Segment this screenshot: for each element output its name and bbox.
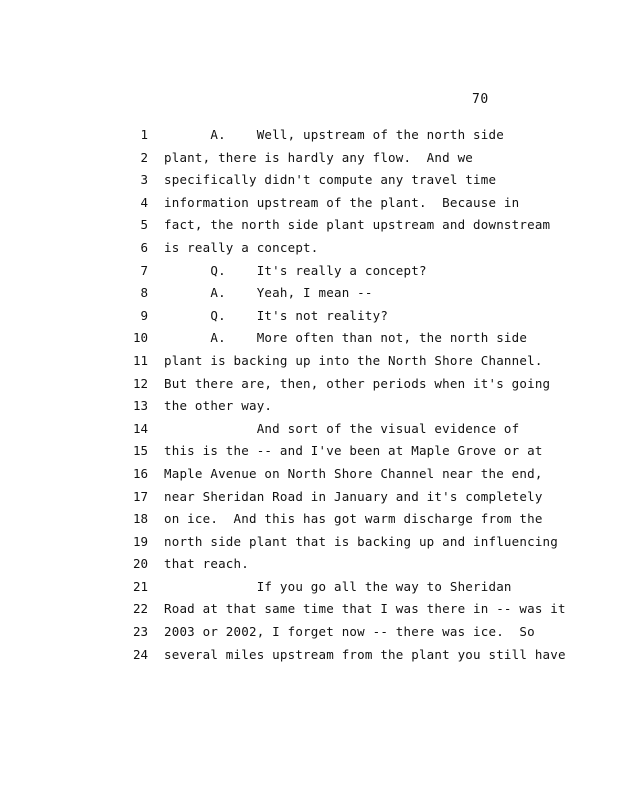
transcript-line-17 <box>0 486 618 509</box>
transcript-line-20 <box>0 553 618 576</box>
line-text: specifically didn't compute any travel time <box>164 172 497 188</box>
transcript-line-21 <box>0 576 618 599</box>
line-text: the other way. <box>164 398 273 414</box>
line-text: And sort of the visual evidence of <box>164 420 520 436</box>
transcript-line-12 <box>0 373 618 396</box>
line-number: 16 <box>132 465 148 481</box>
line-text: A. Well, upstream of the north side <box>164 127 504 142</box>
line-text: A. More often than not, the north side <box>164 330 528 346</box>
line-number: 2 <box>140 149 148 165</box>
line-number: 13 <box>132 398 148 414</box>
transcript-line-3 <box>0 169 618 192</box>
line-text: Q. It's not reality? <box>164 307 389 323</box>
line-number: 22 <box>132 601 148 617</box>
line-text: plant, there is hardly any flow. And we <box>164 149 474 165</box>
line-number: 11 <box>132 352 148 368</box>
line-text: this is the -- and I've been at Maple Grove or at <box>164 443 543 459</box>
line-number: 15 <box>132 443 148 459</box>
line-text: information upstream of the plant. Because in <box>164 194 520 210</box>
line-number: 8 <box>140 285 148 301</box>
transcript-line-16 <box>0 463 618 486</box>
line-number: 23 <box>132 624 148 640</box>
transcript-line-11 <box>0 350 618 373</box>
line-number: 18 <box>132 511 148 527</box>
transcript-line-24 <box>0 644 618 667</box>
line-number: 12 <box>132 375 148 391</box>
transcript-line-5 <box>0 214 618 237</box>
line-text: A. Yeah, I mean -- <box>164 285 373 301</box>
line-number: 20 <box>132 556 148 572</box>
line-number: 3 <box>140 172 148 188</box>
line-number: 7 <box>140 262 148 278</box>
transcript-body <box>0 124 618 666</box>
transcript-line-14 <box>0 418 618 441</box>
line-text: several miles upstream from the plant you still have <box>164 646 566 662</box>
line-text: on ice. And this has got warm discharge from the <box>164 511 543 527</box>
transcript-line-13 <box>0 395 618 418</box>
line-text: that reach. <box>164 556 249 572</box>
transcript-line-22 <box>0 598 618 621</box>
transcript-line-10 <box>0 327 618 350</box>
transcript-line-19 <box>0 531 618 554</box>
line-text: Maple Avenue on North Shore Channel near the end, <box>164 465 543 481</box>
line-number: 19 <box>132 533 148 549</box>
transcript-line-15 <box>0 440 618 463</box>
line-text: 2003 or 2002, I forget now -- there was ice. So <box>164 624 535 640</box>
line-text: near Sheridan Road in January and it's completely <box>164 488 543 504</box>
line-number: 21 <box>132 578 148 594</box>
transcript-line-18 <box>0 508 618 531</box>
line-number: 1 <box>140 127 148 142</box>
line-number: 10 <box>132 330 148 346</box>
transcript-line-7 <box>0 260 618 283</box>
line-text: fact, the north side plant upstream and downstream <box>164 217 551 233</box>
transcript-line-23 <box>0 621 618 644</box>
line-number: 24 <box>132 646 148 662</box>
line-text: is really a concept. <box>164 239 319 255</box>
line-text: But there are, then, other periods when it's going <box>164 375 551 391</box>
page-number: 70 <box>472 92 489 107</box>
transcript-line-4 <box>0 192 618 215</box>
line-text: north side plant that is backing up and influencing <box>164 533 559 549</box>
line-text: Q. It's really a concept? <box>164 262 427 278</box>
transcript-line-1 <box>0 124 618 147</box>
line-number: 14 <box>132 420 148 436</box>
transcript-line-9 <box>0 305 618 328</box>
line-text: If you go all the way to Sheridan <box>164 578 512 594</box>
line-number: 9 <box>140 307 148 323</box>
line-number: 5 <box>140 217 148 233</box>
line-number: 17 <box>132 488 148 504</box>
line-text: plant is backing up into the North Shore Channel. <box>164 352 543 368</box>
transcript-line-8 <box>0 282 618 305</box>
line-number: 4 <box>140 194 148 210</box>
line-text: Road at that same time that I was there in -- was it <box>164 601 566 617</box>
transcript-line-2 <box>0 147 618 170</box>
transcript-line-6 <box>0 237 618 260</box>
line-number: 6 <box>140 239 148 255</box>
